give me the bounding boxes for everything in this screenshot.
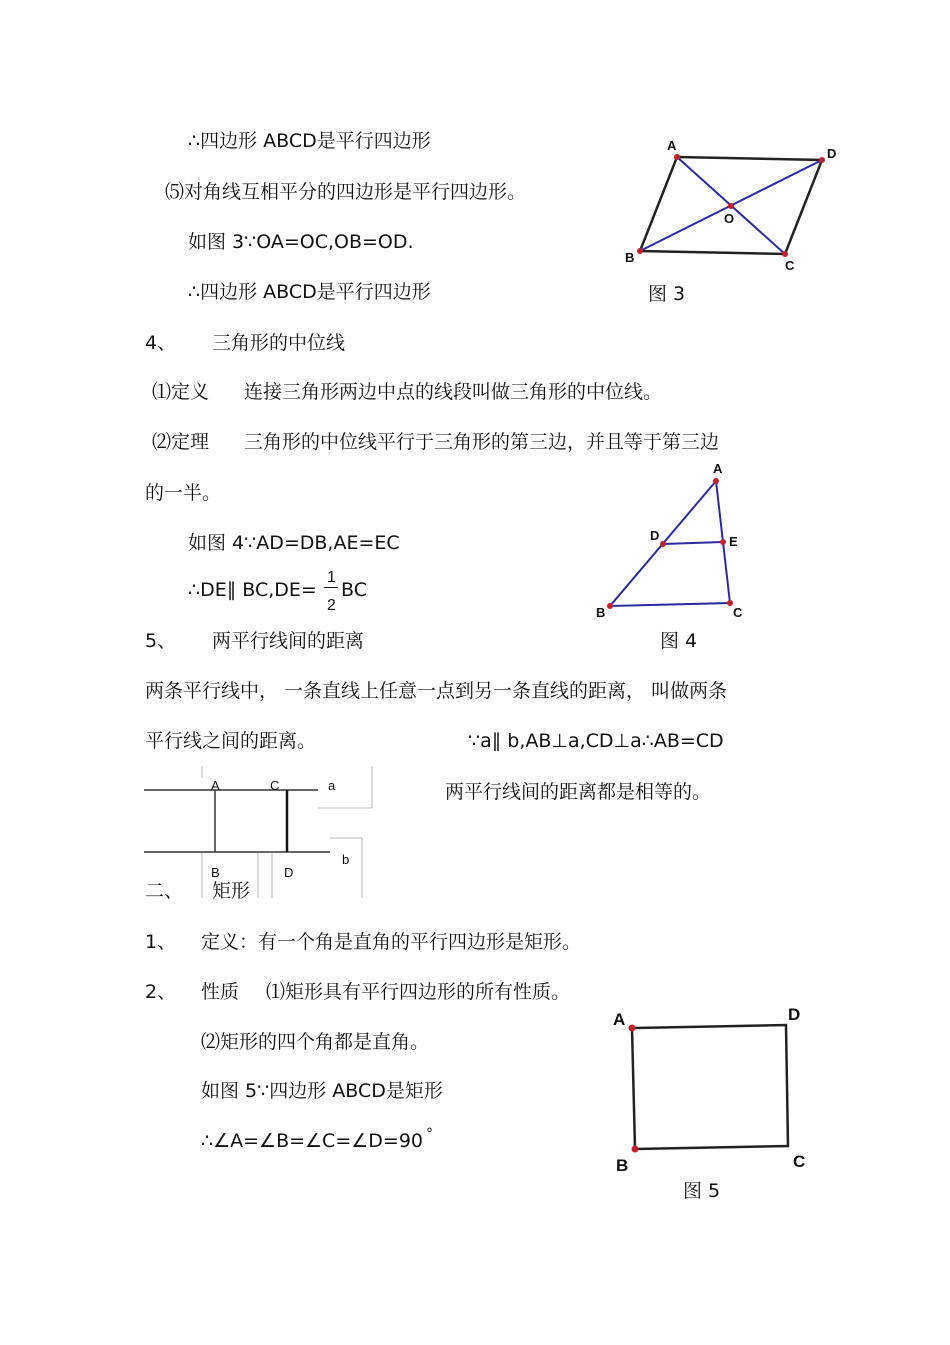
tri-point-a-marker xyxy=(713,478,719,484)
section4-number: 4、 xyxy=(145,332,177,354)
rect-point-b-marker xyxy=(632,1146,639,1153)
point-b-marker xyxy=(637,248,643,254)
theorem-text: 三角形的中位线平行于三角形的第三边，并且等于第三边 xyxy=(244,431,720,453)
fig5-label-b: B xyxy=(616,1156,629,1175)
parallel-label-line-b: b xyxy=(342,852,350,867)
fig3-label-b: B xyxy=(625,250,635,265)
figure3-parallelogram xyxy=(600,130,860,280)
rect-item1-definition: 定义：有一个角是直角的平行四边形是矩形。 xyxy=(201,931,582,953)
rect-angles-conclusion: ∴∠A=∠B=∠C=∠D=90 xyxy=(201,1130,424,1152)
figure4-caption: 图 4 xyxy=(660,630,698,652)
parallel-label-c-point: C xyxy=(270,778,280,793)
point-a-marker xyxy=(674,154,680,160)
rect-item2-property2: ⑵矩形的四个角都是直角。 xyxy=(201,1031,430,1053)
therefore-parallelogram-2: ∴四边形 ABCD是平行四边形 xyxy=(188,281,431,303)
section-rectangle-title: 矩形 xyxy=(212,880,251,902)
midline-conclusion-prefix: ∴DE∥ BC,DE= xyxy=(188,579,317,601)
rect-item2-label: 性质 xyxy=(201,981,240,1003)
figure5-caption: 图 5 xyxy=(683,1180,721,1202)
rect-item2-property1: ⑴矩形具有平行四边形的所有性质。 xyxy=(266,981,571,1003)
distance-definition-line1: 两条平行线中， 一条直线上任意一点到另一条直线的距离， 叫做两条 xyxy=(145,680,728,702)
rect-point-a-marker xyxy=(629,1025,636,1032)
fraction-denominator: 2 xyxy=(327,597,336,614)
tri-point-d-marker xyxy=(660,541,666,547)
fig3-label-o: O xyxy=(724,211,735,226)
fig5-label-d: D xyxy=(788,1005,801,1024)
section4-title: 三角形的中位线 xyxy=(212,332,346,354)
fig3-label-d: D xyxy=(827,146,837,161)
fig4-label-a: A xyxy=(713,461,723,476)
section-rectangle-number: 二、 xyxy=(145,880,184,902)
rect-item2-number: 2、 xyxy=(145,981,177,1003)
theorem-text-continued: 的一半。 xyxy=(145,482,222,504)
fig3-label-c: C xyxy=(785,258,795,273)
distance-because: ∵a∥ b,AB⊥a,CD⊥a∴AB=CD xyxy=(468,730,724,752)
distance-result: 两平行线间的距离都是相等的。 xyxy=(445,781,712,803)
distance-definition-line2: 平行线之间的距离。 xyxy=(145,730,317,752)
therefore-parallelogram-1: ∴四边形 ABCD是平行四边形 xyxy=(188,130,431,152)
section5-title: 两平行线间的距离 xyxy=(212,630,365,652)
figure3-caption: 图 3 xyxy=(648,283,686,305)
fig4-label-c: C xyxy=(733,605,743,620)
definition-label: ⑴定义 xyxy=(152,381,210,403)
fraction-numerator: 1 xyxy=(327,569,336,586)
fig5-label-c: C xyxy=(793,1152,806,1171)
fraction-bar xyxy=(324,587,338,588)
fig5-label-a: A xyxy=(613,1010,626,1029)
fig3-label-a: A xyxy=(667,138,677,153)
parallel-label-b-point: B xyxy=(211,865,220,880)
degree-mark: ° xyxy=(426,1126,433,1142)
section5-number: 5、 xyxy=(145,630,177,652)
example4-condition: 如图 4∵AD=DB,AE=EC xyxy=(188,532,400,554)
parallel-label-a-point: A xyxy=(211,778,220,793)
midline-conclusion-suffix: BC xyxy=(341,579,367,601)
example5-condition: 如图 5∵四边形 ABCD是矩形 xyxy=(201,1080,443,1102)
figure5-rectangle xyxy=(620,1015,810,1165)
fig4-label-d: D xyxy=(650,528,660,543)
tri-point-b-marker xyxy=(607,603,613,609)
point-d-marker xyxy=(819,157,825,163)
fig4-label-e: E xyxy=(729,534,738,549)
parallel-label-d-point: D xyxy=(284,865,294,880)
tri-point-e-marker xyxy=(720,539,726,545)
fig4-label-b: B xyxy=(596,605,606,620)
theorem-label: ⑵定理 xyxy=(152,431,210,453)
item5-diagonals-bisect: ⑸对角线互相平分的四边形是平行四边形。 xyxy=(165,181,527,203)
point-o-marker xyxy=(728,203,734,209)
definition-text: 连接三角形两边中点的线段叫做三角形的中位线。 xyxy=(244,381,663,403)
point-c-marker xyxy=(782,251,788,257)
parallel-label-line-a: a xyxy=(328,778,336,793)
example3-condition: 如图 3∵OA=OC,OB=OD. xyxy=(188,231,414,253)
rect-item1-number: 1、 xyxy=(145,931,177,953)
